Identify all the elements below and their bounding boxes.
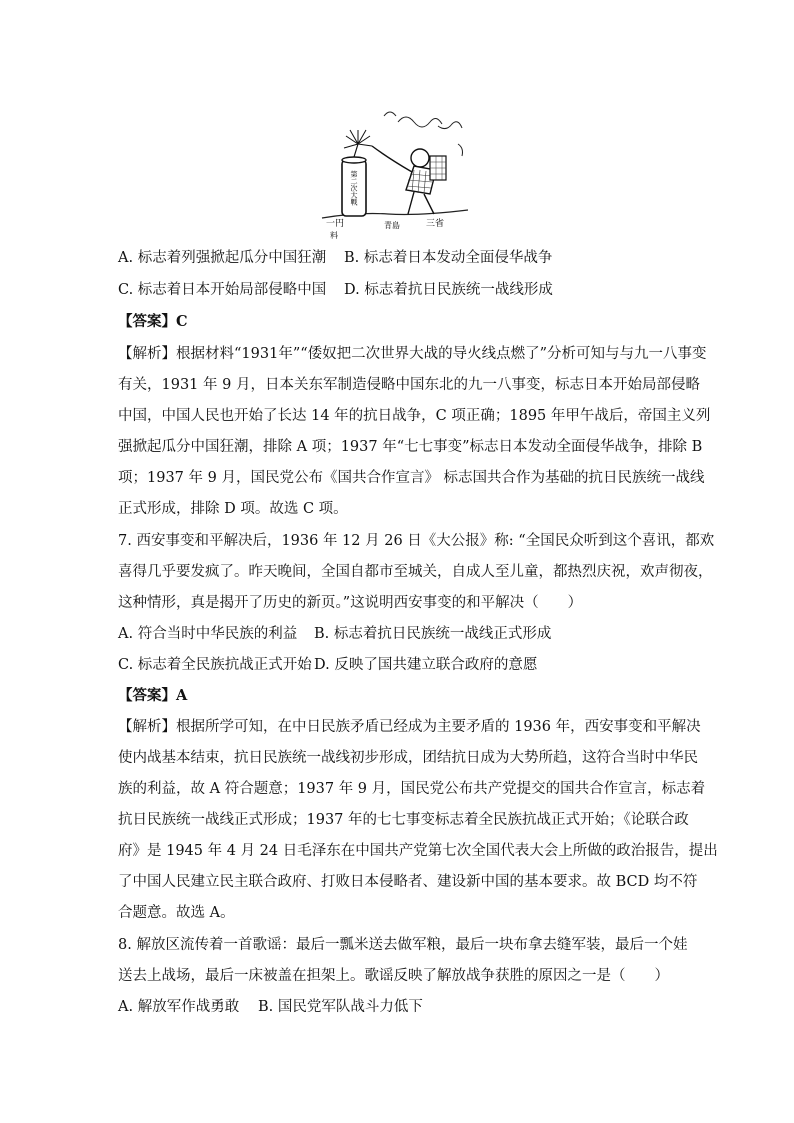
q6-analysis-line: 强掀起瓜分中国狂潮，排除 A 项；1937 年“七七事变”标志日本发动全面侵华战争，排除 B (118, 439, 703, 455)
ground-label-left: 一円 (326, 219, 345, 229)
ground-label-mid: 青島 (384, 221, 400, 230)
q7-option-d: D. 反映了国共建立联合政府的意愿 (314, 657, 538, 673)
q7-stem-line: 喜得几乎要发疯了。昨天晚间，全国自都市至城关，自成人至儿童，都热烈庆祝，欢声彻夜， (118, 564, 713, 580)
ground-label-right: 三省 (426, 219, 445, 229)
q6-analysis-line: 有关，1931 年 9 月，日本关东军制造侵略中国东北的九一八事变，标志日本开始局部侵略 (118, 377, 700, 393)
q7-analysis-line: 使内战基本结束，抗日民族统一战线初步形成，团结抗日成为大势所趋，这符合当时中华民 (118, 750, 698, 766)
ground-label-bottom: 料 (330, 231, 338, 240)
q7-analysis-line: 合题意。故选 A。 (118, 905, 235, 921)
q6-options-row-1 (118, 248, 678, 268)
can-label: 第二次大戰 (350, 170, 358, 206)
q6-analysis-line: 项；1937 年 9 月，国民党公布《国共合作宣言》 标志国共合作为基础的抗日民族统一战线 (118, 470, 705, 486)
q7-analysis-line: 了中国人民建立民主联合政府、打败日本侵略者、建设新中国的基本要求。故 BCD 均不符 (118, 874, 698, 890)
q6-option-c: C. 标志着日本开始局部侵略中国 (118, 282, 327, 298)
q6-option-b: B. 标志着日本发动全面侵华战争 (344, 250, 553, 266)
q7-analysis-line: 族的利益，故 A 符合题意；1937 年 9 月，国民党公布共产党提交的国共合作宣言，标志着 (118, 781, 706, 797)
q6-analysis-line: 正式形成，排除 D 项。故选 C 项。 (118, 501, 348, 517)
q8-options-row-1 (118, 997, 678, 1017)
q7-option-a: A. 符合当时中华民族的利益 (118, 626, 298, 642)
q7-answer: 【答案】A (118, 687, 188, 704)
q6-answer: 【答案】C (118, 313, 188, 330)
q7-analysis-line: 【解析】根据所学可知，在中日民族矛盾已经成为主要矛盾的 1936 年，西安事变和平解决 (118, 719, 701, 735)
q7-option-b: B. 标志着抗日民族统一战线正式形成 (314, 626, 552, 642)
q7-options-row-1 (118, 624, 678, 644)
q8-option-a: A. 解放军作战勇敢 (118, 999, 240, 1015)
q8-option-b: B. 国民党军队战斗力低下 (258, 999, 423, 1015)
q7-analysis-line: 抗日民族统一战线正式形成；1937 年的七七事变标志着全民族抗战正式开始；《论联合政 (118, 812, 689, 828)
q6-analysis-line: 【解析】根据材料“1931年”“倭奴把二次世界大战的导火线点燃了”分析可知与与九一八事变 (118, 346, 707, 362)
q6-option-a: A. 标志着列强掀起瓜分中国狂潮 (118, 250, 327, 266)
cartoon-illustration (318, 100, 478, 240)
q7-option-c: C. 标志着全民族抗战正式开始 (118, 657, 312, 673)
q7-options-row-2 (118, 655, 678, 675)
q7-stem-line: 这种情形，真是揭开了历史的新页。”这说明西安事变的和平解决（ ） (118, 595, 583, 611)
q6-option-d: D. 标志着抗日民族统一战线形成 (344, 282, 553, 298)
q6-options-row-2 (118, 280, 678, 300)
q8-stem-line: 8. 解放区流传着一首歌谣：最后一瓢米送去做军粮，最后一块布拿去缝军装，最后一个娃 (118, 937, 688, 953)
q7-stem-line: 7. 西安事变和平解决后，1936 年 12 月 26 日《大公报》称: “全国民众听到这个喜讯，都欢 (118, 533, 715, 549)
q6-analysis-line: 中国，中国人民也开始了长达 14 年的抗日战争，C 项正确；1895 年甲午战后，帝国主义列 (118, 408, 711, 424)
q8-stem-line: 送去上战场，最后一床被盖在担架上。歌谣反映了解放战争获胜的原因之一是（ ） (118, 968, 669, 984)
q7-analysis-line: 府》是 1945 年 4 月 24 日毛泽东在中国共产党第七次全国代表大会上所做的政治报告，提出 (118, 843, 718, 859)
